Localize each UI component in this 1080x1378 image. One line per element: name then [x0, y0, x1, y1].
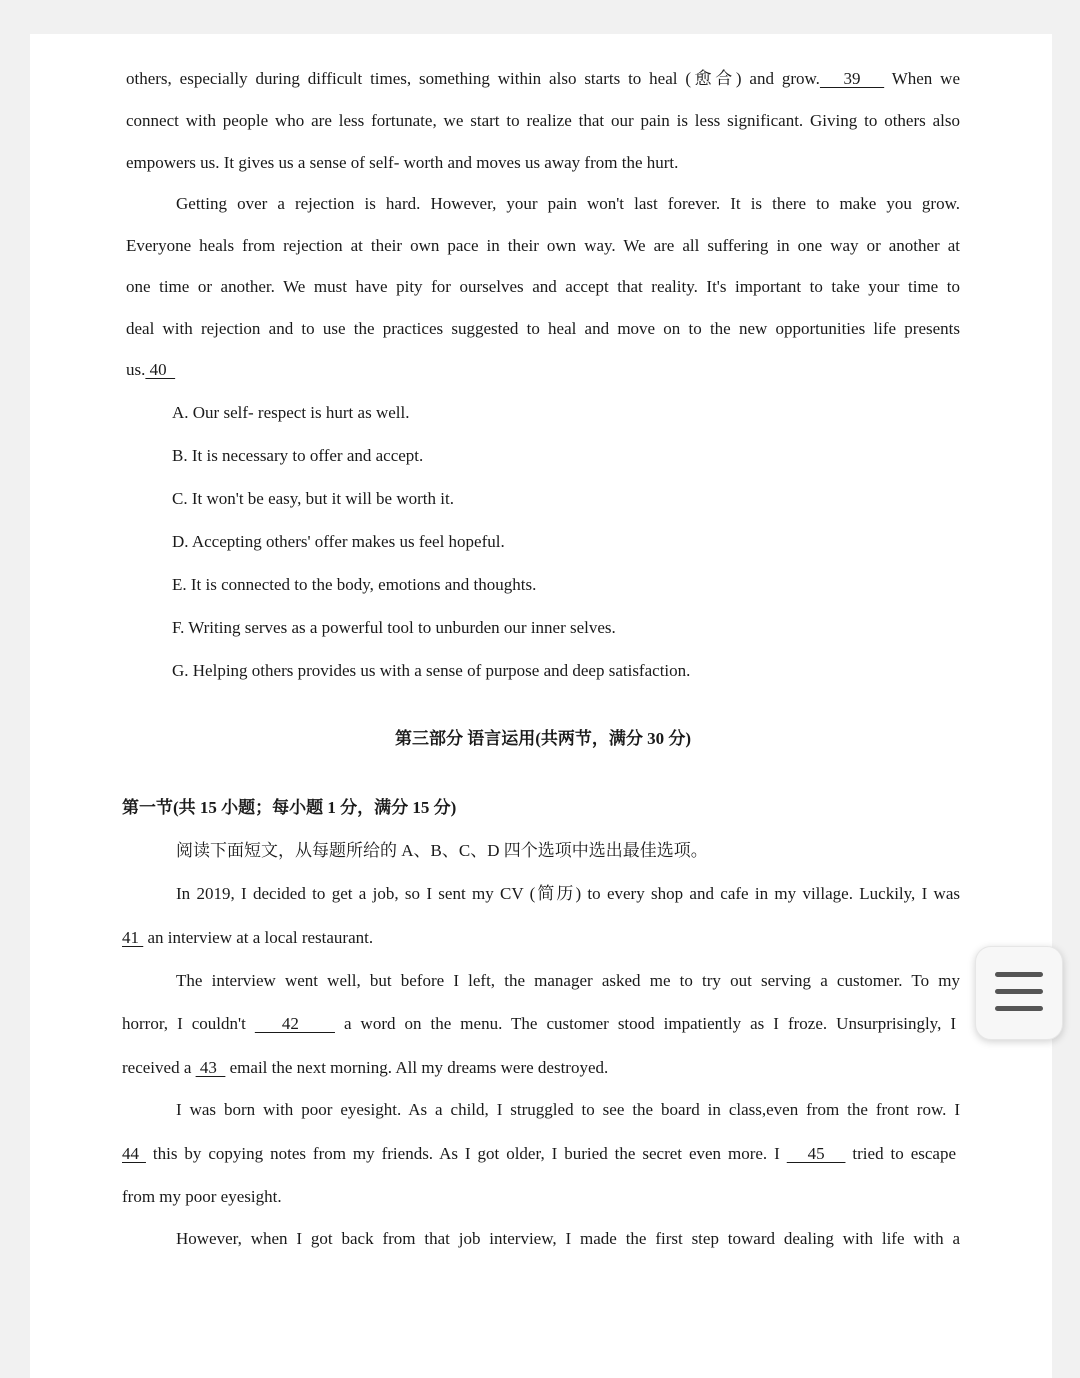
option-b: B. It is necessary to offer and accept. — [172, 446, 424, 465]
cloze-line: received a 43 email the next morning. All my dreams were destroyed. — [122, 1058, 609, 1077]
cloze-line: The interview went well, but before I left, the manager asked me to try out serving a customer. To my — [176, 971, 960, 990]
passage-line: Everyone heals from rejection at their own pace in their own way. We are all suffering in one way or another at — [126, 236, 960, 255]
blank-41: 41 — [122, 928, 144, 947]
passage-line: deal with rejection and to use the practices suggested to heal and move on to the new opportunities life presents — [126, 319, 960, 338]
option-a: A. Our self- respect is hurt as well. — [172, 403, 410, 422]
section-heading: 第一节(共 15 小题；每小题 1 分，满分 15 分) — [122, 798, 457, 817]
cloze-line: I was born with poor eyesight. As a child, I struggled to see the board in class,even from the front row. I — [176, 1100, 960, 1119]
cloze-line: from my poor eyesight. — [122, 1187, 282, 1206]
passage-line: empowers us. It gives us a sense of self- worth and moves us away from the hurt. — [126, 153, 679, 172]
cloze-line: 44 this by copying notes from my friends. As I got older, I buried the secret even more. I 45 tried to escape — [122, 1144, 956, 1163]
option-d: D. Accepting others' offer makes us feel hopeful. — [172, 532, 505, 551]
cloze-line: In 2019, I decided to get a job, so I sent my CV (简历) to every shop and cafe in my village. Luckily, I was — [176, 884, 960, 903]
passage-line: connect with people who are less fortunate, we start to realize that our pain is less significant. Giving to others also — [126, 111, 960, 130]
passage-line: Getting over a rejection is hard. However, your pain won't last forever. It is there to make you grow. — [176, 194, 960, 213]
cloze-line: However, when I got back from that job interview, I made the first step toward dealing with life with a — [176, 1229, 960, 1248]
document-page — [30, 34, 1052, 1378]
blank-42: 42 — [254, 1014, 335, 1033]
part-heading: 第三部分 语言运用(共两节，满分 30 分) — [394, 729, 692, 748]
blank-45: 45 — [786, 1144, 846, 1163]
option-g: G. Helping others provides us with a sense of purpose and deep satisfaction. — [172, 661, 691, 680]
passage-line: others, especially during difficult times, something within also starts to heal (愈合) and grow. 39 When we — [126, 69, 961, 88]
menu-button[interactable] — [975, 946, 1063, 1040]
blank-39: 39 — [819, 69, 885, 88]
option-e: E. It is connected to the body, emotions and thoughts. — [172, 575, 537, 594]
option-f: F. Writing serves as a powerful tool to unburden our inner selves. — [172, 618, 616, 637]
blank-43: 43 — [195, 1058, 226, 1077]
option-c: C. It won't be easy, but it will be worth it. — [172, 489, 454, 508]
blank-40: 40 — [145, 360, 176, 379]
blank-44: 44 — [122, 1144, 146, 1163]
passage-line: us. 40 — [126, 360, 176, 379]
cloze-line: horror, I couldn't 42 a word on the menu. The customer stood impatiently as I froze. Unsurprisingly, I — [122, 1014, 956, 1033]
cloze-line: 41 an interview at a local restaurant. — [122, 928, 374, 947]
passage-line: one time or another. We must have pity for ourselves and accept that reality. It's important to take your time to — [126, 277, 960, 296]
instruction-text: 阅读下面短文，从每题所给的 A、B、C、D 四个选项中选出最佳选项。 — [176, 841, 708, 860]
